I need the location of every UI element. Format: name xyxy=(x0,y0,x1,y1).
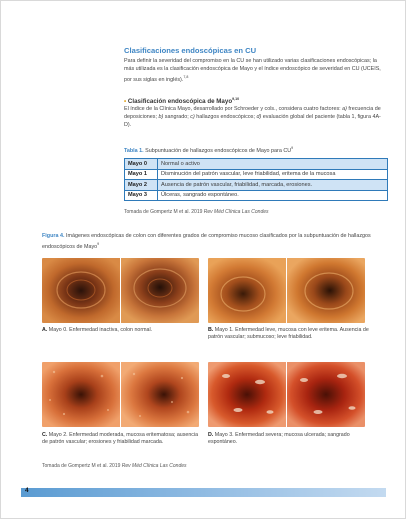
intro-paragraph: Para definir la severidad del compromiso en la CU se han utilizado varias clasificaciones endoscópicas; la más utilizada es la clasificación endoscópica de Mayo y el índice endoscópico de severidad en CU (UCEIS, por sus siglas en inglés).$^{7,8}$ xyxy=(124,58,381,83)
panel-caption-d: D. Mayo 3. Enfermedad severa; mucosa ulcerada; sangrado espontáneo. xyxy=(208,432,350,446)
table-cell-key: Mayo 2 xyxy=(125,180,158,191)
panel-caption-c: C. Mayo 2. Enfermedad moderada, mucosa eritematosa; ausencia de patrón vascular; erosiones y friabilidad marcada. xyxy=(42,432,199,446)
table-row xyxy=(125,190,388,201)
table-row xyxy=(125,180,388,191)
mayo-table xyxy=(124,158,388,201)
endoscopy-image-d xyxy=(208,362,365,427)
table-cell-desc: Úlceras, sangrado espontáneo. xyxy=(158,190,388,201)
section-heading: Clasificaciones endoscópicas en CU xyxy=(124,46,257,55)
mayo-subheading: • Clasificación endoscópica de Mayo$^{9,10}$ xyxy=(124,97,240,106)
endoscopy-image-c xyxy=(42,362,199,427)
endoscopy-image-b xyxy=(208,258,365,323)
table-source: Tomada de Gompertz M et al. 2019 Rev Méd Clínica Las Condes xyxy=(124,209,269,215)
panel-caption-a: A. Mayo 0. Enfermedad inactiva, colon normal. xyxy=(42,327,153,333)
table-cell-key: Mayo 0 xyxy=(125,159,158,170)
endoscopy-image-a xyxy=(42,258,199,323)
table-cell-desc: Ausencia de patrón vascular, friabilidad, marcada, erosiones. xyxy=(158,180,388,191)
table-cell-desc: Normal o activo xyxy=(158,159,388,170)
table-cell-key: Mayo 3 xyxy=(125,190,158,201)
bullet-dot: • xyxy=(124,98,127,106)
table-row xyxy=(125,169,388,180)
footer-bar xyxy=(21,488,386,497)
table-cell-key: Mayo 1 xyxy=(125,169,158,180)
page-number: 4 xyxy=(25,487,29,494)
mayo-paragraph: El índice de la Clínica Mayo, desarrollado por Schroeder y cols., considera cuatro factores: a) frecuencia de deposiciones; b) sangrado; c) hallazgos endoscópicos; d) evaluación global del paciente (tabla 1, figura 4A-D). xyxy=(124,106,381,128)
table-caption: Tabla 1. Subpuntuación de hallazgos endoscópicos de Mayo para $CU^9$ xyxy=(124,146,294,154)
panel-caption-b: B. Mayo 1. Enfermedad leve, mucosa con leve eritema. Ausencia de patrón vascular; submucoso; leve friabilidad. xyxy=(208,327,369,341)
table-cell-desc: Disminución del patrón vascular, leve friabilidad, eritema de la mucosa xyxy=(158,169,388,180)
figure-caption: Figura 4. Imágenes endoscópicas de colon con diferentes grados de compromiso mucoso clasificados por la subpuntuación de hallazgos endoscópicos de Mayo$^9$ xyxy=(42,233,371,250)
table-row xyxy=(125,159,388,170)
figure-source: Tomada de Gompertz M et al. 2019 Rev Méd Clínica Las Condes xyxy=(42,463,187,469)
